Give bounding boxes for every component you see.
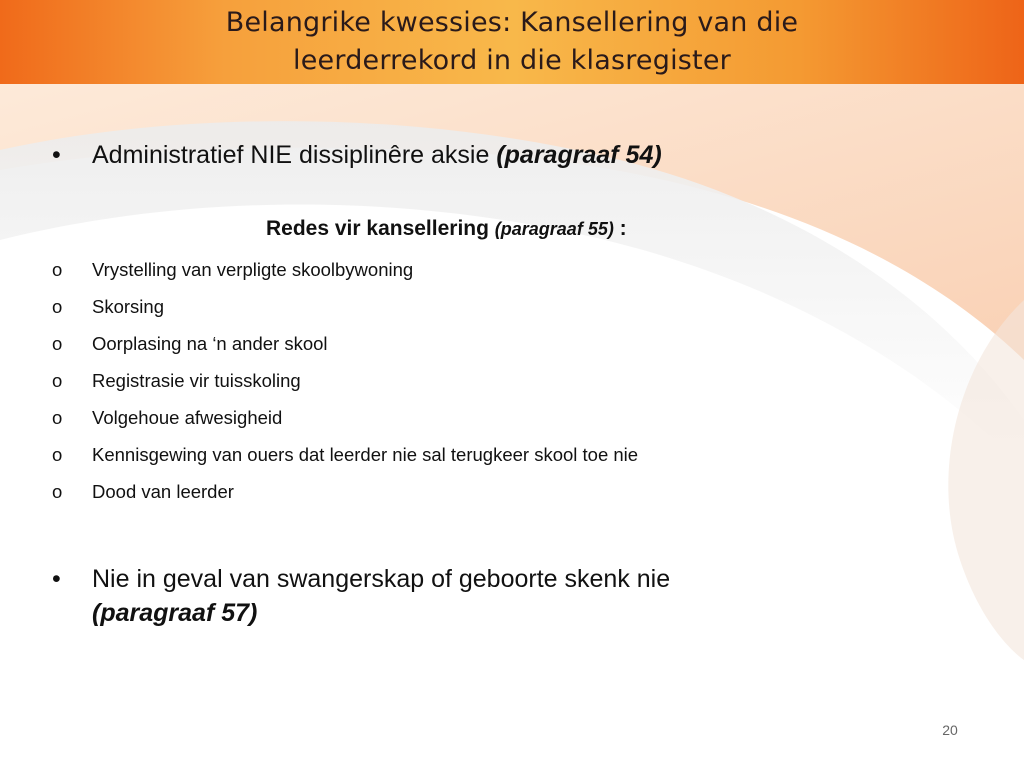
bullet-text (92, 138, 832, 172)
title-line-1: Belangrike kwessies: Kansellering van die (225, 7, 799, 38)
reasons-heading-colon: : (613, 217, 627, 240)
list-item-label: Skorsing (92, 296, 164, 317)
list-item-label: Volgehoue afwesigheid (92, 407, 283, 428)
page-number: 20 (942, 722, 958, 738)
slide-title (0, 4, 1024, 80)
reasons-heading-text: Redes vir kansellering (266, 217, 495, 240)
list-item-label: Dood van leerder (92, 481, 234, 502)
bullet-text-main: Nie in geval van swangerskap of geboorte skenk nie (92, 565, 671, 593)
list-item-label: Vrystelling van verpligte skoolbywoning (92, 259, 414, 280)
title-line-2: leerderrekord in die klasregister (293, 45, 731, 76)
list-item-label: Kennisgewing van ouers dat leerder nie sal terugkeer skool toe nie (92, 444, 639, 465)
list-item-label: Registrasie vir tuisskoling (92, 370, 301, 391)
list-marker: o (52, 407, 63, 428)
list-marker: o (52, 296, 63, 317)
list-marker: o (52, 481, 63, 502)
list-marker: o (52, 259, 63, 280)
bullet-text-main: Administratief NIE dissiplinêre aksie (92, 141, 497, 169)
list-marker: o (52, 333, 63, 354)
bullet-reference: (paragraaf 54) (496, 141, 662, 169)
bullet-reference: (paragraaf 57) (92, 599, 258, 627)
bullet-marker: • (52, 565, 61, 593)
reasons-heading-reference: (paragraaf 55) (494, 219, 614, 239)
list-item-label: Oorplasing na ‘n ander skool (92, 333, 328, 354)
bullet-text (92, 562, 832, 630)
list-marker: o (52, 444, 63, 465)
reasons-heading (266, 214, 627, 244)
bullet-marker: • (52, 141, 61, 169)
list-marker: o (52, 370, 63, 391)
